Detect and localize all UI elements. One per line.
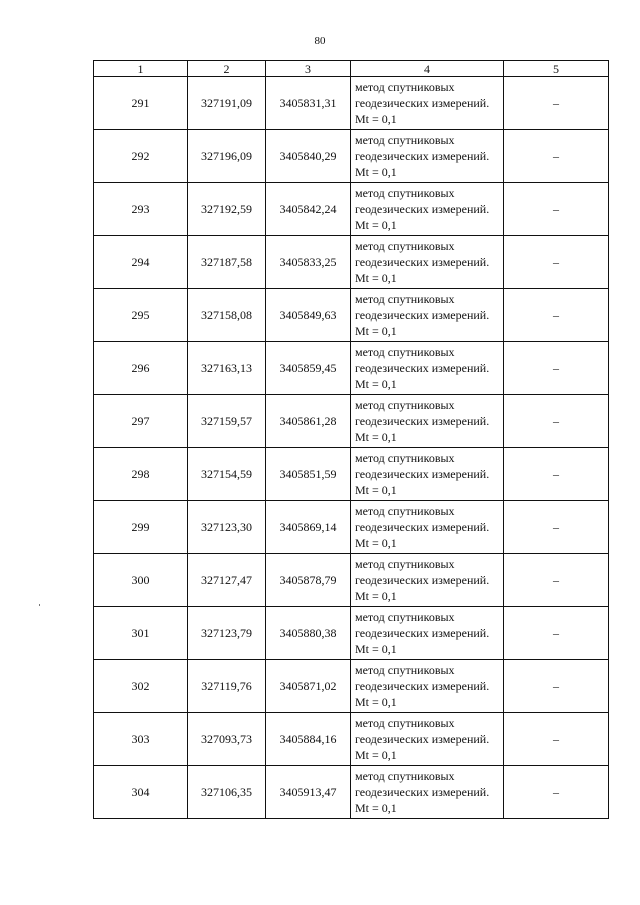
method-cell [351, 766, 504, 819]
x-coordinate-cell: 327159,57 [188, 395, 266, 448]
note-cell: – [504, 395, 609, 448]
method-text: метод спутниковых геодезических измерений. Mt = 0,1 [355, 133, 490, 179]
y-coordinate-cell: 3405840,29 [266, 130, 351, 183]
page-number: 80 [314, 35, 326, 47]
table-header [94, 61, 609, 77]
method-text: метод спутниковых геодезических измерений. Mt = 0,1 [355, 80, 490, 126]
point-number-cell: 296 [94, 342, 188, 395]
x-coordinate-cell: 327093,73 [188, 713, 266, 766]
point-number-cell: 291 [94, 77, 188, 130]
note-cell: – [504, 448, 609, 501]
method-cell [351, 501, 504, 554]
method-text: метод спутниковых геодезических измерений. Mt = 0,1 [355, 292, 490, 338]
point-number-cell: 292 [94, 130, 188, 183]
x-coordinate-cell: 327158,08 [188, 289, 266, 342]
x-coordinate-cell: 327163,13 [188, 342, 266, 395]
coordinates-table [93, 60, 609, 819]
method-text: метод спутниковых геодезических измерений. Mt = 0,1 [355, 557, 490, 603]
note-cell: – [504, 130, 609, 183]
table-row [94, 77, 609, 130]
x-coordinate-cell: 327106,35 [188, 766, 266, 819]
y-coordinate-cell: 3405859,45 [266, 342, 351, 395]
method-cell [351, 236, 504, 289]
table-body [94, 77, 609, 819]
method-cell [351, 342, 504, 395]
x-coordinate-cell: 327187,58 [188, 236, 266, 289]
method-text: метод спутниковых геодезических измерений. Mt = 0,1 [355, 610, 490, 656]
point-number-cell: 294 [94, 236, 188, 289]
method-cell [351, 660, 504, 713]
y-coordinate-cell: 3405861,28 [266, 395, 351, 448]
method-cell [351, 607, 504, 660]
method-cell [351, 130, 504, 183]
y-coordinate-cell: 3405842,24 [266, 183, 351, 236]
method-cell [351, 289, 504, 342]
table-row [94, 448, 609, 501]
table-row [94, 766, 609, 819]
method-text: метод спутниковых геодезических измерений. Mt = 0,1 [355, 345, 490, 391]
y-coordinate-cell: 3405831,31 [266, 77, 351, 130]
table-row [94, 501, 609, 554]
note-cell: – [504, 77, 609, 130]
x-coordinate-cell: 327196,09 [188, 130, 266, 183]
method-cell [351, 554, 504, 607]
y-coordinate-cell: 3405833,25 [266, 236, 351, 289]
note-cell: – [504, 660, 609, 713]
column-header-3: 3 [266, 61, 351, 77]
y-coordinate-cell: 3405869,14 [266, 501, 351, 554]
table-row [94, 395, 609, 448]
scan-mark [39, 604, 40, 606]
table-row [94, 660, 609, 713]
method-text: метод спутниковых геодезических измерений. Mt = 0,1 [355, 239, 490, 285]
note-cell: – [504, 607, 609, 660]
note-cell: – [504, 501, 609, 554]
x-coordinate-cell: 327127,47 [188, 554, 266, 607]
table-row [94, 236, 609, 289]
table-row [94, 607, 609, 660]
point-number-cell: 300 [94, 554, 188, 607]
y-coordinate-cell: 3405878,79 [266, 554, 351, 607]
column-header-4: 4 [351, 61, 504, 77]
table-row [94, 713, 609, 766]
y-coordinate-cell: 3405880,38 [266, 607, 351, 660]
y-coordinate-cell: 3405851,59 [266, 448, 351, 501]
method-text: метод спутниковых геодезических измерений. Mt = 0,1 [355, 504, 490, 550]
note-cell: – [504, 766, 609, 819]
method-text: метод спутниковых геодезических измерений. Mt = 0,1 [355, 716, 490, 762]
x-coordinate-cell: 327123,30 [188, 501, 266, 554]
method-cell [351, 713, 504, 766]
method-text: метод спутниковых геодезических измерений. Mt = 0,1 [355, 398, 490, 444]
method-text: метод спутниковых геодезических измерений. Mt = 0,1 [355, 663, 490, 709]
note-cell: – [504, 289, 609, 342]
table-row [94, 342, 609, 395]
column-header-2: 2 [188, 61, 266, 77]
note-cell: – [504, 236, 609, 289]
y-coordinate-cell: 3405884,16 [266, 713, 351, 766]
method-text: метод спутниковых геодезических измерений. Mt = 0,1 [355, 769, 490, 815]
x-coordinate-cell: 327154,59 [188, 448, 266, 501]
y-coordinate-cell: 3405849,63 [266, 289, 351, 342]
column-header-5: 5 [504, 61, 609, 77]
point-number-cell: 299 [94, 501, 188, 554]
header-row [94, 61, 609, 77]
point-number-cell: 303 [94, 713, 188, 766]
method-text: метод спутниковых геодезических измерений. Mt = 0,1 [355, 451, 490, 497]
method-text: метод спутниковых геодезических измерений. Mt = 0,1 [355, 186, 490, 232]
method-cell [351, 448, 504, 501]
y-coordinate-cell: 3405913,47 [266, 766, 351, 819]
x-coordinate-cell: 327119,76 [188, 660, 266, 713]
method-cell [351, 77, 504, 130]
note-cell: – [504, 183, 609, 236]
point-number-cell: 302 [94, 660, 188, 713]
table-row [94, 554, 609, 607]
point-number-cell: 297 [94, 395, 188, 448]
x-coordinate-cell: 327191,09 [188, 77, 266, 130]
table-row [94, 289, 609, 342]
note-cell: – [504, 342, 609, 395]
y-coordinate-cell: 3405871,02 [266, 660, 351, 713]
point-number-cell: 298 [94, 448, 188, 501]
point-number-cell: 295 [94, 289, 188, 342]
method-cell [351, 395, 504, 448]
point-number-cell: 304 [94, 766, 188, 819]
point-number-cell: 301 [94, 607, 188, 660]
method-cell [351, 183, 504, 236]
table-row [94, 183, 609, 236]
point-number-cell: 293 [94, 183, 188, 236]
x-coordinate-cell: 327123,79 [188, 607, 266, 660]
note-cell: – [504, 554, 609, 607]
x-coordinate-cell: 327192,59 [188, 183, 266, 236]
column-header-1: 1 [94, 61, 188, 77]
table-row [94, 130, 609, 183]
note-cell: – [504, 713, 609, 766]
